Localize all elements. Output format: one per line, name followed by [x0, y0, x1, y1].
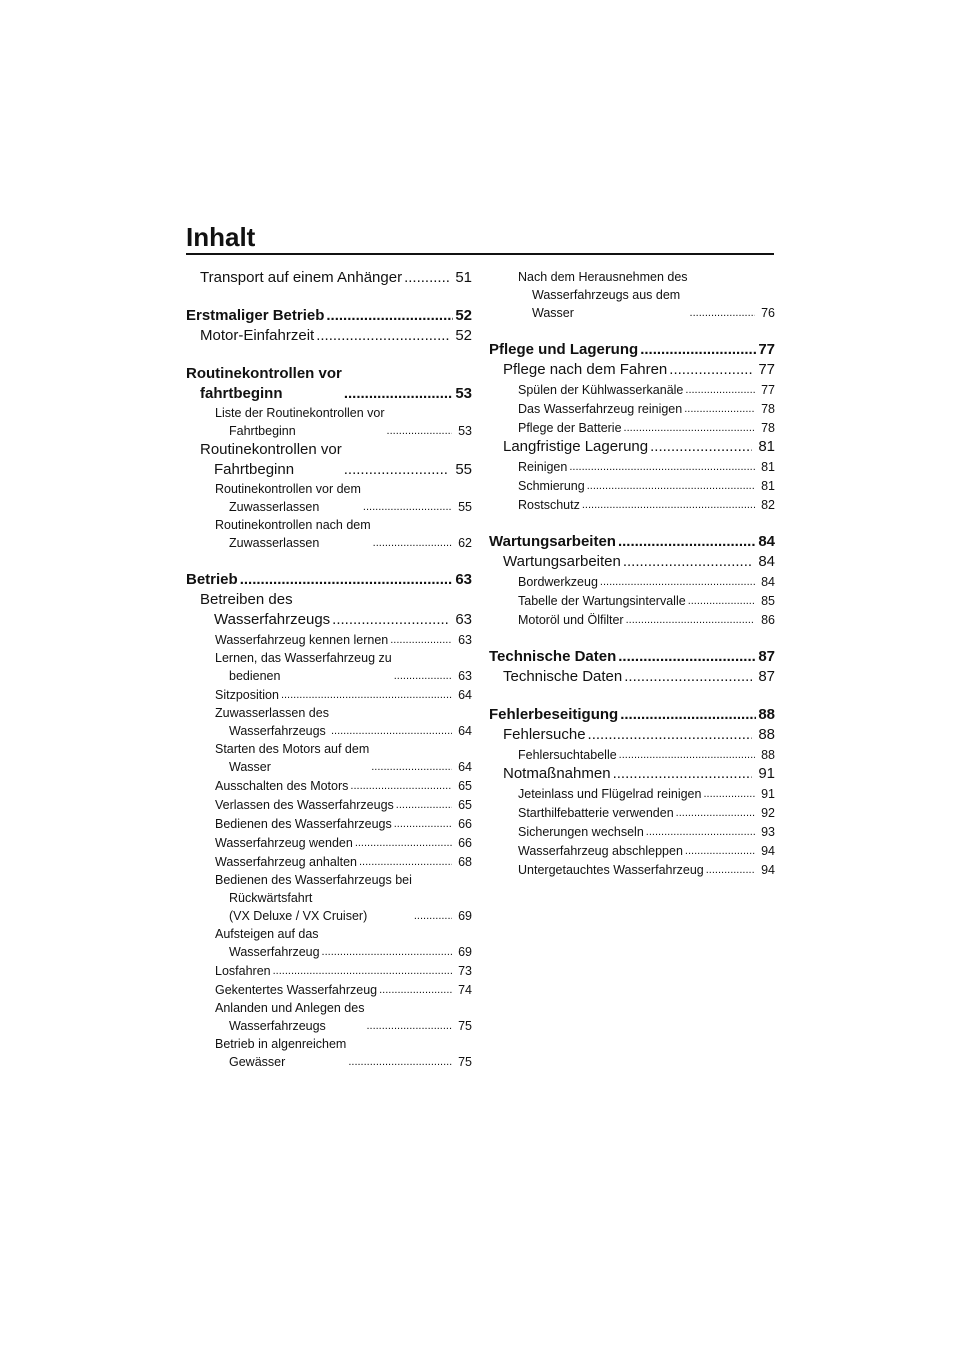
toc-entry-line: Sitzposition	[215, 688, 279, 702]
dot-leader	[684, 399, 755, 418]
toc-entry-line: Routinekontrollen vor	[186, 365, 342, 382]
toc-entry-line: Technische Daten	[489, 648, 617, 665]
dot-leader	[373, 533, 452, 552]
toc-entry[interactable]	[186, 814, 472, 833]
toc-entry-title	[518, 458, 567, 476]
toc-entry[interactable]	[489, 340, 775, 360]
toc-entry[interactable]	[186, 852, 472, 871]
dot-leader	[332, 610, 449, 630]
toc-entry-line: Fehlersuchtabelle	[518, 748, 617, 762]
toc-entry-line: Wartungsarbeiten	[503, 553, 621, 570]
toc-entry-title	[503, 764, 611, 784]
dot-leader	[273, 961, 452, 980]
toc-page-number: 64	[458, 760, 472, 774]
toc-entry-title	[503, 360, 667, 380]
toc-entry-title	[215, 962, 271, 980]
toc-page-number: 81	[758, 438, 775, 455]
toc-entry-title	[518, 381, 683, 399]
toc-entry[interactable]	[186, 630, 472, 649]
toc-entry[interactable]	[489, 647, 775, 667]
toc-page-number: 66	[458, 836, 472, 850]
toc-entry[interactable]	[186, 326, 472, 346]
toc-page-number: 63	[458, 669, 472, 683]
toc-page-number: 84	[761, 575, 775, 589]
dot-leader	[344, 384, 453, 404]
toc-entry-title	[518, 268, 688, 322]
toc-entry-line: Aufsteigen auf das	[215, 927, 319, 941]
dot-leader	[414, 906, 452, 925]
toc-entry-title	[215, 777, 348, 795]
toc-entry[interactable]	[186, 364, 472, 404]
dot-leader	[624, 418, 756, 437]
toc-page-number: 76	[761, 306, 775, 320]
page-title: Inhalt	[186, 222, 256, 252]
toc-entry[interactable]	[489, 360, 775, 380]
toc-page-number: 66	[458, 817, 472, 831]
dot-leader	[623, 552, 752, 572]
toc-entry[interactable]	[489, 418, 775, 437]
toc-entry-title	[489, 647, 616, 667]
toc-entry-line: Ausschalten des Motors	[215, 779, 349, 793]
toc-entry-title	[215, 480, 361, 516]
toc-page-number: 55	[458, 500, 472, 514]
toc-page-number: 91	[761, 787, 775, 801]
toc-entry[interactable]	[186, 649, 472, 685]
toc-entry-title	[215, 796, 394, 814]
toc-entry-line: Notmaßnahmen	[503, 765, 611, 782]
toc-page-number: 51	[455, 269, 472, 286]
toc-entry-line: Fehlerbeseitigung	[489, 706, 619, 723]
toc-page-number: 75	[458, 1055, 472, 1069]
toc-page-number: 75	[458, 1019, 472, 1033]
toc-page-number: 85	[761, 594, 775, 608]
toc-entry-title	[215, 853, 357, 871]
toc-page-number: 84	[758, 533, 775, 550]
toc-page-number: 87	[758, 668, 775, 685]
toc-entry-line: Bedienen des Wasserfahrzeugs	[215, 817, 392, 831]
toc-entry-title	[200, 268, 402, 288]
toc-entry[interactable]	[186, 961, 472, 980]
dot-leader	[619, 745, 755, 764]
dot-leader	[350, 776, 452, 795]
toc-entry-title	[518, 573, 598, 591]
toc-entry-title	[186, 306, 324, 326]
toc-entry-line: Nach dem Herausnehmen des	[518, 270, 688, 284]
toc-entry-title	[215, 631, 388, 649]
toc-entry-line: Verlassen des Wasserfahrzeugs	[215, 798, 394, 812]
toc-entry-line: Betreiben des	[200, 591, 293, 608]
toc-entry[interactable]	[186, 871, 472, 925]
toc-entry[interactable]	[186, 685, 472, 704]
dot-leader	[326, 306, 453, 326]
toc-entry-line: Rostschutz	[518, 498, 580, 512]
toc-entry-title	[518, 746, 617, 764]
toc-entry[interactable]	[186, 440, 472, 480]
toc-entry-line: Zuwasserlassen	[229, 500, 320, 514]
toc-entry[interactable]	[186, 404, 472, 440]
toc-page-number: 73	[458, 964, 472, 978]
dot-leader	[582, 495, 755, 514]
dot-leader	[322, 942, 453, 961]
toc-page-number: 52	[455, 327, 472, 344]
toc-entry-title	[489, 340, 638, 360]
toc-entry[interactable]	[489, 841, 775, 860]
toc-entry-line: Langfristige Lagerung	[503, 438, 649, 455]
toc-page-number: 92	[761, 806, 775, 820]
toc-entry-title	[503, 667, 622, 687]
toc-page-number: 91	[758, 765, 775, 782]
toc-entry[interactable]	[489, 764, 775, 784]
toc-page-number: 68	[458, 855, 472, 869]
toc-entry[interactable]	[489, 437, 775, 457]
toc-left-column	[186, 268, 472, 1071]
toc-entry-line: Fehlersuche	[503, 726, 586, 743]
dot-leader	[348, 1052, 452, 1071]
toc-entry-line: Pflege der Batterie	[518, 421, 622, 435]
toc-entry-title	[186, 364, 342, 404]
toc-page-number: 77	[758, 361, 775, 378]
toc-entry-line: Routinekontrollen vor	[200, 441, 342, 458]
toc-entry[interactable]	[186, 795, 472, 814]
toc-entry-line: Routinekontrollen nach dem	[215, 518, 371, 532]
toc-entry[interactable]	[489, 552, 775, 572]
toc-entry[interactable]	[489, 399, 775, 418]
toc-entry[interactable]	[186, 925, 472, 961]
toc-entry-title	[215, 925, 320, 961]
toc-entry-line: Pflege und Lagerung	[489, 341, 639, 358]
toc-entry[interactable]	[489, 495, 775, 514]
toc-entry-line: Technische Daten	[503, 668, 623, 685]
toc-page-number: 77	[758, 341, 775, 358]
toc-entry[interactable]	[186, 776, 472, 795]
toc-entry-line: Rückwärtsfahrt	[229, 891, 313, 905]
toc-page-number: 69	[458, 909, 472, 923]
toc-page-number: 84	[758, 553, 775, 570]
toc-entry[interactable]	[186, 516, 472, 552]
toc-entry-title	[518, 592, 686, 610]
dot-leader	[379, 980, 452, 999]
toc-page-number: 88	[758, 706, 775, 723]
toc-entry[interactable]	[186, 570, 472, 590]
toc-entry-title	[518, 842, 683, 860]
toc-entry[interactable]	[489, 532, 775, 552]
toc-entry-line: Wasserfahrzeugs	[229, 1019, 326, 1033]
toc-page-number: 69	[458, 945, 472, 959]
toc-entry[interactable]	[489, 380, 775, 399]
toc-entry-line: Spülen der Kühlwasserkanäle	[518, 383, 684, 397]
toc-page-number: 77	[761, 383, 775, 397]
toc-entry[interactable]	[186, 740, 472, 776]
toc-entry[interactable]	[186, 704, 472, 740]
toc-entry-title	[215, 704, 329, 740]
toc-entry-line: Motoröl und Ölfilter	[518, 613, 624, 627]
toc-entry-title	[489, 705, 618, 725]
toc-page-number: 52	[455, 307, 472, 324]
dot-leader	[618, 647, 756, 667]
dot-leader	[390, 630, 452, 649]
toc-entry-title	[215, 999, 364, 1035]
toc-page-number: 78	[761, 421, 775, 435]
dot-leader	[706, 860, 755, 879]
toc-page-number: 81	[761, 479, 775, 493]
toc-entry-line: Motor-Einfahrzeit	[200, 327, 315, 344]
toc-entry[interactable]	[186, 833, 472, 852]
toc-entry[interactable]	[489, 667, 775, 687]
toc-entry[interactable]	[489, 705, 775, 725]
toc-entry-line: Betrieb in algenreichem	[215, 1037, 347, 1051]
toc-entry[interactable]	[489, 268, 775, 322]
toc-entry-line: Wasser	[229, 760, 271, 774]
toc-entry-line: Betrieb	[186, 571, 238, 588]
dot-leader	[685, 380, 755, 399]
dot-leader	[394, 666, 452, 685]
toc-entry[interactable]	[186, 999, 472, 1035]
toc-entry-title	[518, 804, 674, 822]
toc-entry[interactable]	[489, 725, 775, 745]
toc-entry-line: Das Wasserfahrzeug reinigen	[518, 402, 683, 416]
toc-entry-title	[518, 419, 622, 437]
toc-page-number: 64	[458, 724, 472, 738]
toc-entry-line: Liste der Routinekontrollen vor	[215, 406, 385, 420]
toc-entry[interactable]	[489, 457, 775, 476]
toc-entry-line: Fahrtbeginn	[214, 461, 295, 478]
toc-page-number: 81	[761, 460, 775, 474]
toc-entry-line: Sicherungen wechseln	[518, 825, 644, 839]
toc-entry-title	[518, 400, 682, 418]
toc-page-number: 88	[758, 726, 775, 743]
toc-entry[interactable]	[186, 480, 472, 516]
toc-entry[interactable]	[186, 590, 472, 630]
toc-entry-title	[503, 725, 586, 745]
toc-entry-line: Wartungsarbeiten	[489, 533, 616, 550]
toc-entry-title	[215, 834, 353, 852]
toc-entry-line: Reinigen	[518, 460, 568, 474]
toc-entry-line: Wasserfahrzeug wenden	[215, 836, 353, 850]
toc-entry-title	[215, 815, 392, 833]
toc-entry-line: Starthilfebatterie verwenden	[518, 806, 674, 820]
toc-entry[interactable]	[489, 822, 775, 841]
toc-entry-title	[518, 861, 704, 879]
toc-entry-line: fahrtbeginn	[200, 385, 283, 402]
toc-entry-title	[186, 570, 238, 590]
dot-leader	[613, 764, 753, 784]
toc-entry[interactable]	[186, 306, 472, 326]
toc-entry-title	[215, 740, 369, 776]
toc-entry-line: bedienen	[229, 669, 281, 683]
dot-leader	[685, 841, 755, 860]
toc-entry-line: Schmierung	[518, 479, 585, 493]
toc-page-number: 88	[761, 748, 775, 762]
toc-entry-line: Losfahren	[215, 964, 271, 978]
toc-entry-title	[489, 532, 616, 552]
dot-leader	[626, 610, 755, 629]
toc-entry-line: Fahrtbeginn	[229, 424, 296, 438]
toc-entry-title	[503, 437, 648, 457]
toc-entry-line: Starten des Motors auf dem	[215, 742, 370, 756]
toc-entry-line: Zuwasserlassen	[229, 536, 320, 550]
toc-entry[interactable]	[489, 476, 775, 495]
toc-page-number: 55	[455, 461, 472, 478]
toc-entry-title	[215, 404, 385, 440]
dot-leader	[600, 572, 755, 591]
toc-entry-line: Wasserfahrzeug	[229, 945, 320, 959]
toc-entry-line: Bedienen des Wasserfahrzeugs bei	[215, 873, 412, 887]
toc-page-number: 63	[458, 633, 472, 647]
toc-entry-line: Wasserfahrzeugs aus dem	[532, 288, 681, 302]
dot-leader	[588, 725, 753, 745]
toc-entry-line: Tabelle der Wartungsintervalle	[518, 594, 686, 608]
dot-leader	[331, 721, 452, 740]
toc-entry[interactable]	[186, 1035, 472, 1071]
toc-entry-title	[200, 326, 314, 346]
toc-entry[interactable]	[489, 610, 775, 629]
toc-entry-line: Lernen, das Wasserfahrzeug zu	[215, 651, 392, 665]
toc-entry-line: Untergetauchtes Wasserfahrzeug	[518, 863, 704, 877]
dot-leader	[240, 570, 454, 590]
toc-entry-line: Gewässer	[229, 1055, 286, 1069]
toc-entry-title	[215, 1035, 346, 1071]
toc-entry-line: Routinekontrollen vor dem	[215, 482, 361, 496]
toc-entry-title	[215, 981, 377, 999]
toc-entry-title	[215, 649, 392, 685]
dot-leader	[281, 685, 452, 704]
toc-page-number: 65	[458, 779, 472, 793]
toc-page-number: 65	[458, 798, 472, 812]
toc-entry-line: Wasserfahrzeug anhalten	[215, 855, 357, 869]
dot-leader	[371, 757, 452, 776]
toc-page-number: 63	[455, 571, 472, 588]
toc-entry-line: Zuwasserlassen des	[215, 706, 329, 720]
toc-entry-line: Wasserfahrzeug abschleppen	[518, 844, 683, 858]
dot-leader	[669, 360, 752, 380]
toc-entry-title	[518, 611, 624, 629]
toc-entry-title	[518, 496, 580, 514]
toc-page-number: 53	[458, 424, 472, 438]
toc-entry-line: Erstmaliger Betrieb	[186, 307, 325, 324]
dot-leader	[359, 852, 452, 871]
dot-leader	[624, 667, 752, 687]
dot-leader	[587, 476, 755, 495]
toc-entry[interactable]	[489, 860, 775, 879]
toc-page-number: 94	[761, 844, 775, 858]
toc-entry-line: Wasser	[532, 306, 574, 320]
toc-entry-title	[200, 590, 330, 630]
toc-entry[interactable]	[489, 803, 775, 822]
dot-leader	[618, 532, 756, 552]
toc-entry[interactable]	[489, 572, 775, 591]
dot-leader	[363, 497, 452, 516]
toc-page-number: 62	[458, 536, 472, 550]
dot-leader	[387, 421, 453, 440]
toc-entry-line: Wasserfahrzeugs	[214, 611, 331, 628]
toc-entry-line: Transport auf einem Anhänger	[200, 269, 403, 286]
dot-leader	[316, 326, 449, 346]
toc-page-number: 63	[455, 611, 472, 628]
toc-entry-title	[518, 477, 585, 495]
dot-leader	[394, 814, 452, 833]
dot-leader	[688, 591, 755, 610]
toc-entry-line: Gekentertes Wasserfahrzeug	[215, 983, 378, 997]
toc-entry-title	[200, 440, 342, 480]
title-rule	[186, 253, 774, 255]
toc-entry-line: Wasserfahrzeug kennen lernen	[215, 633, 389, 647]
toc-page-number: 64	[458, 688, 472, 702]
toc-entry-line: Bordwerkzeug	[518, 575, 598, 589]
toc-page-number: 74	[458, 983, 472, 997]
dot-leader	[703, 784, 755, 803]
toc-entry-title	[518, 823, 644, 841]
dot-leader	[355, 833, 452, 852]
toc-entry[interactable]	[186, 980, 472, 999]
toc-entry-title	[503, 552, 621, 572]
dot-leader	[646, 822, 755, 841]
toc-entry-line: Anlanden und Anlegen des	[215, 1001, 365, 1015]
toc-entry-title	[215, 686, 279, 704]
toc-page-number: 82	[761, 498, 775, 512]
toc-entry-line: Jeteinlass und Flügelrad reinigen	[518, 787, 702, 801]
toc-entry-title	[215, 516, 371, 552]
toc-entry[interactable]	[489, 784, 775, 803]
toc-page-number: 93	[761, 825, 775, 839]
toc-entry[interactable]	[489, 591, 775, 610]
dot-leader	[344, 460, 450, 480]
toc-page-number: 87	[758, 648, 775, 665]
toc-entry-title	[215, 871, 412, 925]
toc-entry-title	[518, 785, 701, 803]
dot-leader	[404, 268, 449, 288]
toc-entry[interactable]	[489, 745, 775, 764]
dot-leader	[396, 795, 452, 814]
dot-leader	[650, 437, 752, 457]
dot-leader	[690, 303, 756, 322]
toc-entry-line: Wasserfahrzeugs	[229, 724, 326, 738]
toc-page-number: 86	[761, 613, 775, 627]
toc-page-number: 94	[761, 863, 775, 877]
toc-entry-line: (VX Deluxe / VX Cruiser)	[229, 909, 368, 923]
toc-entry[interactable]	[186, 268, 472, 288]
toc-entry-line: Pflege nach dem Fahren	[503, 361, 668, 378]
toc-page-number: 78	[761, 402, 775, 416]
dot-leader	[620, 705, 756, 725]
toc-right-column	[489, 268, 775, 879]
dot-leader	[640, 340, 756, 360]
dot-leader	[366, 1016, 452, 1035]
toc-page-number: 53	[455, 385, 472, 402]
dot-leader	[676, 803, 755, 822]
dot-leader	[569, 457, 755, 476]
